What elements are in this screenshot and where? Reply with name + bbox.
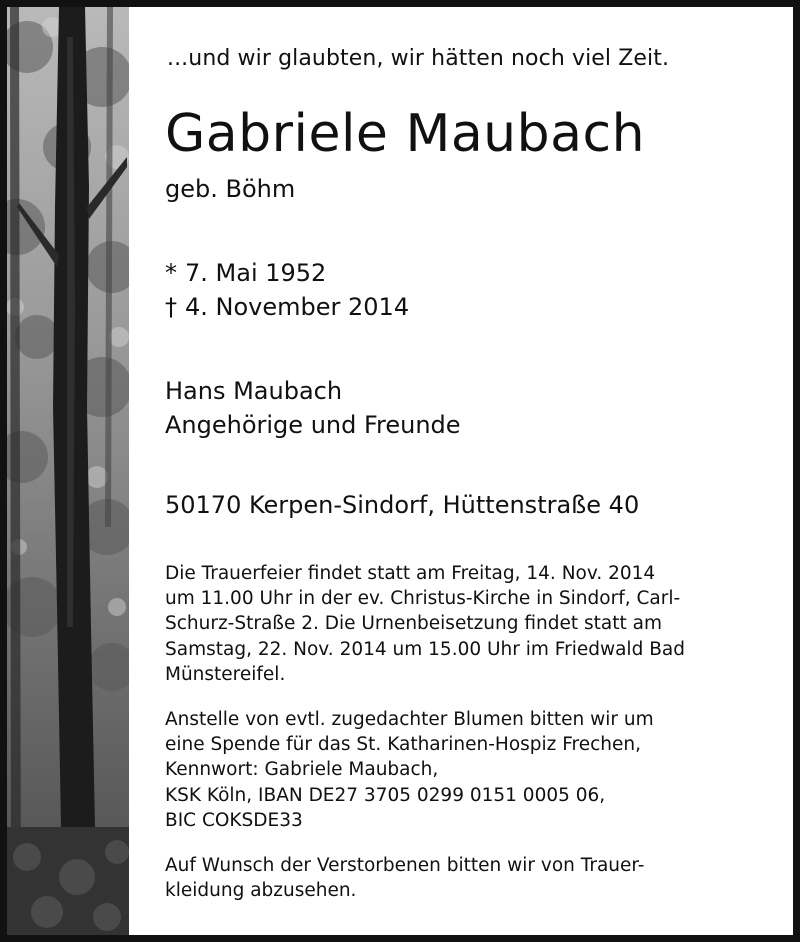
paragraph-line: Münstereifel.: [165, 663, 286, 685]
deceased-name: Gabriele Maubach: [165, 104, 646, 164]
paragraph-line: um 11.00 Uhr in der ev. Christus-Kirche in Sindorf, Carl-: [165, 588, 681, 610]
death-date-row: [165, 290, 409, 324]
birth-date-row: [165, 256, 409, 290]
birth-star-icon: *: [165, 259, 177, 287]
paragraph-line: Die Trauerfeier findet statt am Freitag, 14. Nov. 2014: [165, 563, 656, 584]
mourner-name: Hans Maubach: [165, 377, 343, 405]
maiden-name: geb. Böhm: [165, 175, 296, 203]
ceremony-paragraph: [165, 561, 685, 687]
life-dates: [165, 256, 409, 324]
paragraph-line: eine Spende für das St. Katharinen-Hospiz Frechen,: [165, 734, 642, 756]
paragraph-line: KSK Köln, IBAN DE27 3705 0299 0151 0005 06,: [165, 784, 606, 806]
family-address: 50170 Kerpen-Sindorf, Hüttenstraße 40: [165, 491, 640, 519]
paragraph-line: BIC COKSDE33: [165, 809, 303, 831]
forest-tree-photo: [7, 7, 129, 935]
death-cross-icon: †: [165, 293, 177, 321]
memorial-quote: ...und wir glaubten, wir hätten noch viel Zeit.: [167, 46, 670, 71]
paragraph-line: Kennwort: Gabriele Maubach,: [165, 759, 439, 781]
donation-paragraph: [165, 707, 654, 833]
mourners-list: [165, 374, 461, 442]
paragraph-line: kleidung abzusehen.: [165, 880, 357, 902]
mourner-name: Angehörige und Freunde: [165, 411, 461, 439]
paragraph-line: Anstelle von evtl. zugedachter Blumen bitten wir um: [165, 709, 654, 730]
death-date: 4. November 2014: [185, 293, 410, 321]
birth-date: 7. Mai 1952: [185, 259, 327, 287]
clothing-request-paragraph: [165, 853, 644, 903]
paragraph-line: Samstag, 22. Nov. 2014 um 15.00 Uhr im Friedwald Bad: [165, 638, 685, 660]
paragraph-line: Schurz-Straße 2. Die Urnenbeisetzung findet statt am: [165, 613, 662, 635]
paragraph-line: Auf Wunsch der Verstorbenen bitten wir von Trauer-: [165, 855, 645, 876]
